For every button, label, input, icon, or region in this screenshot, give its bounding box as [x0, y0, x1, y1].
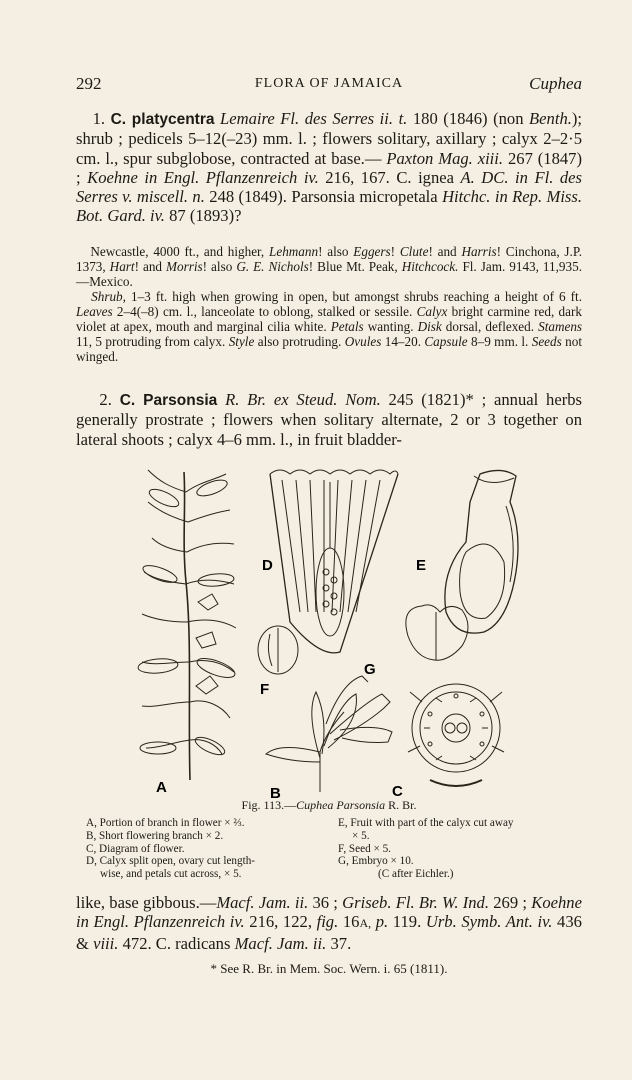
figure-label-b: B	[270, 785, 281, 800]
species-2-continuation: like, base gibbous.—Macf. Jam. ii. 36 ; Griseb. Fl. Br. W. Ind. 269 ; Koehne in Engl. Pflanzenreich iv. 216, 122, fig. 16A, p. 119. Urb. Symb. Ant. iv. 436 & viii. 472. C. radicans Macf. Jam. ii. 37.	[76, 893, 582, 953]
figure-legend-right: E, Fruit with part of the calyx cut away × 5. F, Seed × 5. G, Embryo × 10. (C after Eichler.)	[338, 817, 514, 881]
page-number: 292	[76, 74, 102, 93]
figure-label-d: D	[262, 557, 273, 574]
page-header	[76, 74, 582, 94]
figure-a-branch	[137, 470, 237, 780]
figure-label-g: G	[364, 661, 376, 678]
species-1-description: Shrub, 1–3 ft. high when growing in open, but amongst shrubs reaching a height of 6 ft. Leaves 2–4(–8) cm. l., lanceolate to oblong, stalked or sessile. Calyx bright carmine red, dark violet at apex, mouth and marginal cilia white. Petals wanting. Disk dorsal, deflexed. Stamens 11, 5 protruding from calyx. Style also protruding. Ovules 14–20. Capsule 8–9 mm. l. Seeds not winged.	[76, 289, 583, 364]
figure-legend-left: A, Portion of branch in flower × ⅔. B, Short flowering branch × 2. C, Diagram of flower. D, Calyx split open, ovary cut length- wise, and petals cut across, × 5.	[86, 817, 256, 881]
figure-caption: Fig. 113.—Cuphea Parsonsia R. Br.	[241, 798, 417, 812]
species-2-number: 2.	[99, 390, 112, 409]
figure-label-f: F	[260, 681, 270, 698]
species-1-number: 1.	[92, 109, 106, 128]
figure-label-c: C	[392, 783, 403, 800]
species-2-authority: R. Br. ex Steud. Nom.	[225, 390, 381, 409]
species-1-name: C. platycentra	[110, 111, 215, 128]
species-1-authority: Lemaire Fl. des Serres ii. t.	[220, 109, 408, 128]
figure-c-diagram	[408, 684, 504, 786]
figure-b-branch	[266, 676, 392, 792]
running-genus: Cuphea	[529, 74, 582, 93]
running-title: FLORA OF JAMAICA	[254, 76, 404, 91]
species-2-entry: 2. C. Parsonsia R. Br. ex Steud. Nom. 245 (1821)* ; annual herbs generally prostrate ; flowers when solitary alternate, 2 or 3 together on lateral shoots ; calyx 4–6 mm. l., in fruit bladder-	[76, 390, 582, 449]
figure-g-embryo	[406, 605, 468, 660]
species-2-name: C. Parsonsia	[119, 392, 218, 409]
figure-illustration	[130, 462, 570, 800]
figure-label-a: A	[156, 779, 167, 796]
figure-e-fruit	[445, 470, 518, 633]
species-1-entry: 1. C. platycentra Lemaire Fl. des Serres ii. t. 180 (1846) (non Benth.); shrub ; pedicels 5–12(–23) mm. l. ; flowers solitary, axillary ; calyx 2–2·5 cm. l., spur subglobose, contracted at base.— Paxton Mag. xiii. 267 (1847) ; Koehne in Engl. Pflanzenreich iv. 216, 167. C. ignea A. DC. in Fl. des Serres v. miscell. n. 248 (1849). Parsonsia micropetala Hitchc. in Rep. Miss. Bot. Gard. iv. 87 (1893)?	[76, 109, 583, 226]
figure-label-e: E	[416, 557, 427, 574]
footnote: * See R. Br. in Mem. Soc. Wern. i. 65 (1811).	[210, 961, 448, 976]
botanical-figure	[130, 462, 570, 800]
figure-f-seed	[258, 626, 298, 674]
figure-d-calyx	[270, 470, 398, 653]
species-1-specimens: Newcastle, 4000 ft., and higher, Lehmann! also Eggers! Clute! and Harris! Cinchona, J.P. 1373, Hart! and Morris! also G. E. Nichols! Blue Mt. Peak, Hitchcock. Fl. Jam. 9143, 11,935.—Mexico.	[76, 244, 583, 289]
